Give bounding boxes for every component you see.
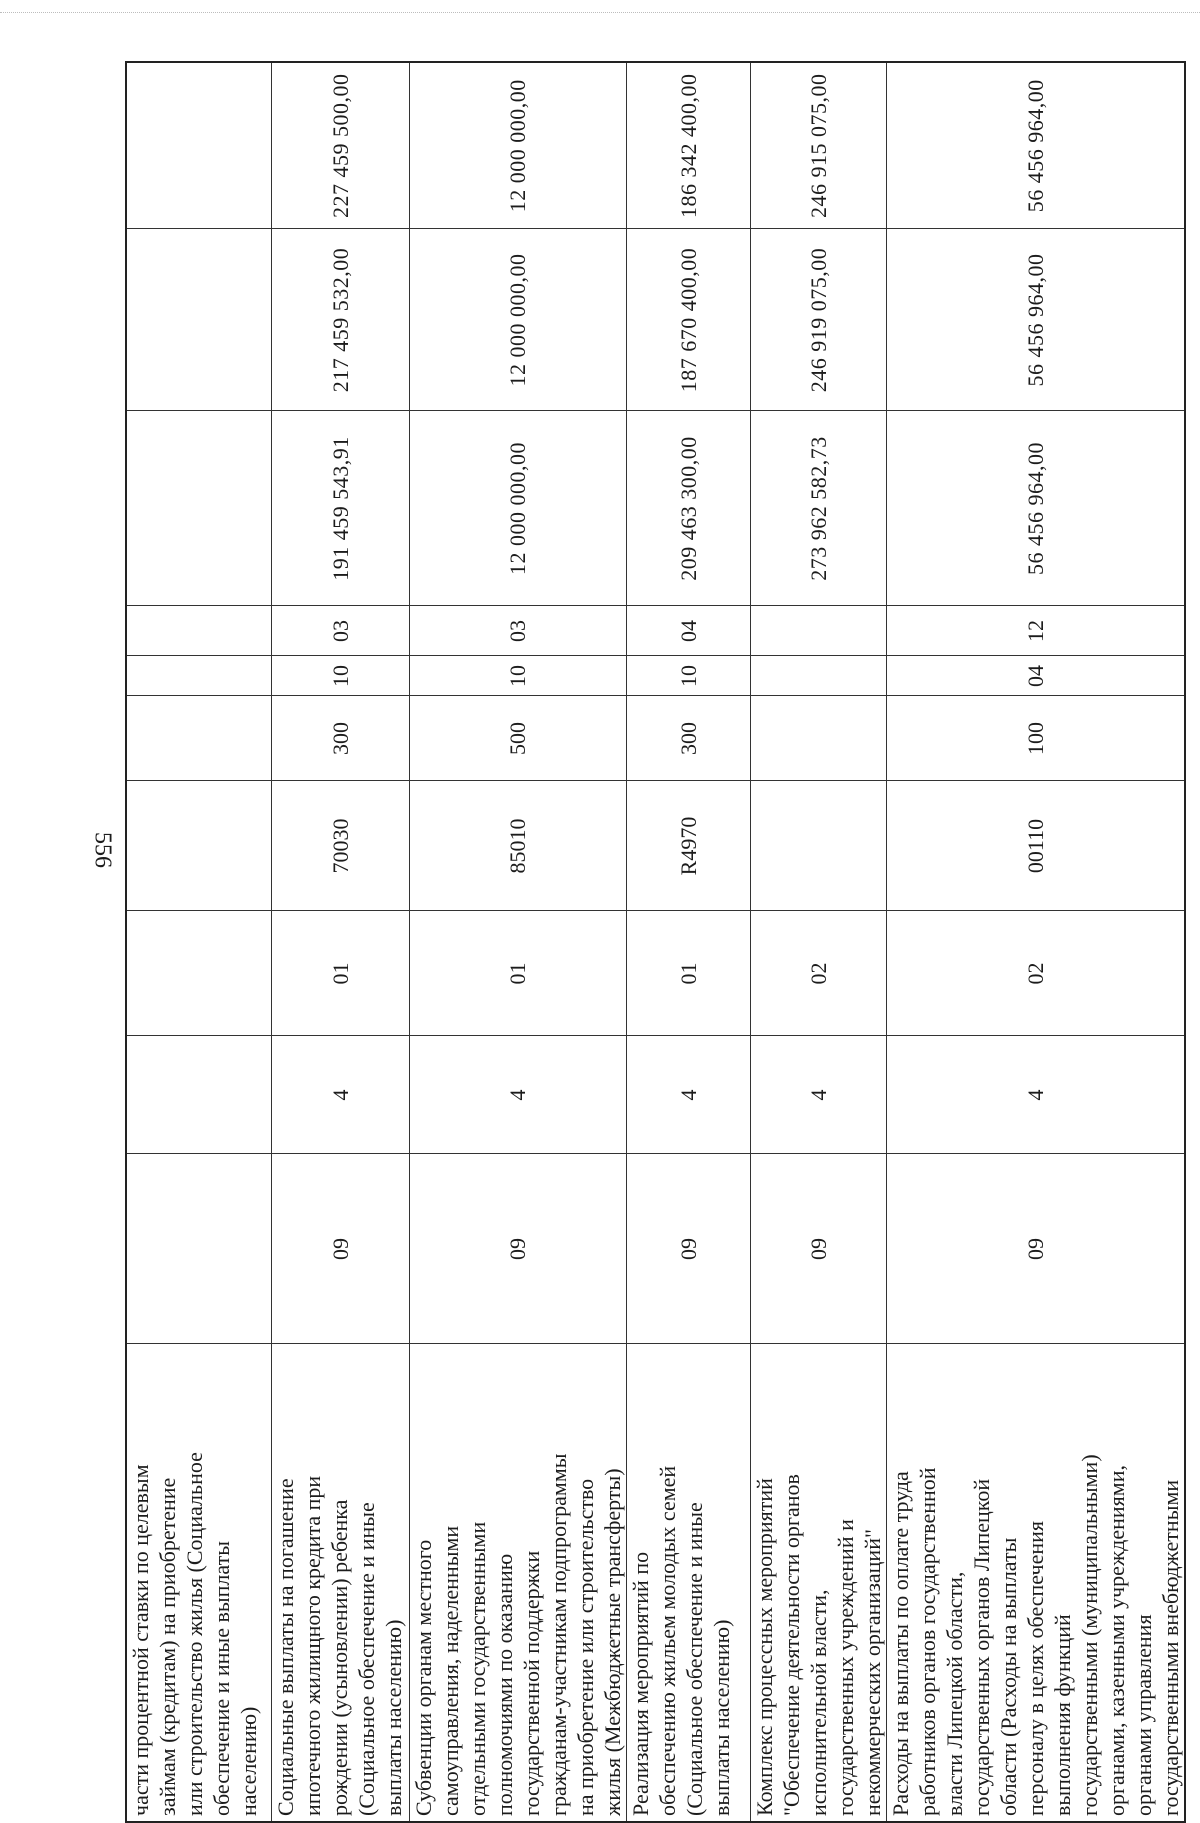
budget-table: [125, 61, 1186, 1823]
subprogram-code-cell: [126, 911, 271, 1036]
amount-year-3-cell: 227 459 500,00: [271, 62, 409, 229]
amount-year-3-cell: 246 915 075,00: [750, 62, 886, 229]
direction-code-cell: 00110: [886, 781, 1185, 911]
expense-name-line: "Обеспечение деятельности органов: [778, 1474, 804, 1816]
expense-name-line: или строительство жилья (Социальное: [182, 1452, 207, 1816]
amount-year-1-cell: 12 000 000,00: [409, 411, 626, 606]
subsection-code-cell: [750, 606, 886, 656]
expense-name-line: области (Расходы на выплаты: [995, 1537, 1021, 1816]
expense-name-cell: [271, 1344, 409, 1822]
amount-year-1-cell: 56 456 964,00: [886, 411, 1185, 606]
amount-year-1-cell: [126, 411, 271, 606]
expense-name-line: государственными (муниципальными): [1076, 1454, 1102, 1816]
expense-name-line: населению): [236, 1706, 261, 1816]
expense-name-line: рождении (усыновлении) ребенка: [326, 1499, 352, 1816]
expense-name-line: государственными внебюджетными: [1157, 1479, 1183, 1816]
program-code-cell: 4: [271, 1036, 409, 1154]
expense-name-line: Реализация мероприятий по: [627, 1551, 653, 1816]
expense-name-line: на приобретение или строительство: [572, 1478, 598, 1816]
program-code-cell: [126, 1036, 271, 1154]
amount-year-3-cell: 186 342 400,00: [626, 62, 750, 229]
expense-name-line: государственных органов Липецкой: [968, 1478, 994, 1816]
subprogram-code-cell: 01: [626, 911, 750, 1036]
table-row: [626, 62, 750, 1822]
subprogram-code-cell: 01: [409, 911, 626, 1036]
subsection-code-cell: [126, 606, 271, 656]
amount-year-2-cell: 56 456 964,00: [886, 229, 1185, 411]
program-code-cell: 4: [886, 1036, 1185, 1154]
subsection-code-cell: 03: [271, 606, 409, 656]
expense-name-line: самоуправления, наделенными: [437, 1525, 463, 1816]
section-code-cell: 04: [886, 656, 1185, 696]
expense-name-line: органами управления: [1130, 1614, 1156, 1816]
amount-year-1-cell: 191 459 543,91: [271, 411, 409, 606]
subprogram-code-cell: 02: [886, 911, 1185, 1036]
expense-name-line: государственной поддержки: [518, 1550, 544, 1816]
direction-code-cell: R4970: [626, 781, 750, 911]
table-row: [750, 62, 886, 1822]
table-row: [886, 62, 1185, 1822]
amount-year-2-cell: 246 919 075,00: [750, 229, 886, 411]
expense-name-line: займам (кредитам) на приобретение: [155, 1477, 180, 1816]
program-code-cell: 4: [750, 1036, 886, 1154]
section-code-cell: 10: [626, 656, 750, 696]
section-code-cell: [750, 656, 886, 696]
amount-year-2-cell: 187 670 400,00: [626, 229, 750, 411]
expense-name-cell: [126, 1344, 271, 1822]
expense-type-code-cell: 100: [886, 696, 1185, 781]
page-number: 556: [89, 832, 116, 868]
admin-code-cell: [126, 1154, 271, 1344]
admin-code-cell: 09: [750, 1154, 886, 1344]
section-code-cell: 10: [271, 656, 409, 696]
subsection-code-cell: 03: [409, 606, 626, 656]
expense-name-line: Социальные выплаты на погашение: [272, 1478, 298, 1816]
expense-name-cell: [626, 1344, 750, 1822]
expense-name-cell: [409, 1344, 626, 1822]
amount-year-2-cell: 217 459 532,00: [271, 229, 409, 411]
expense-type-code-cell: 300: [626, 696, 750, 781]
amount-year-1-cell: 273 962 582,73: [750, 411, 886, 606]
expense-name-line: обеспечение и иные выплаты: [209, 1541, 234, 1816]
expense-name-line: исполнительной власти,: [805, 1589, 831, 1816]
table-row: [271, 62, 409, 1822]
section-code-cell: 10: [409, 656, 626, 696]
expense-name-cell: [750, 1344, 886, 1822]
expense-name-line: выплаты населению): [708, 1619, 734, 1816]
expense-name-line: некоммерческих организаций": [859, 1529, 885, 1816]
expense-type-code-cell: [126, 696, 271, 781]
amount-year-1-cell: 209 463 300,00: [626, 411, 750, 606]
direction-code-cell: [750, 781, 886, 911]
table-row: [409, 62, 626, 1822]
program-code-cell: 4: [626, 1036, 750, 1154]
amount-year-3-cell: [126, 62, 271, 229]
admin-code-cell: 09: [886, 1154, 1185, 1344]
admin-code-cell: 09: [271, 1154, 409, 1344]
admin-code-cell: 09: [409, 1154, 626, 1344]
expense-type-code-cell: [750, 696, 886, 781]
program-code-cell: 4: [409, 1036, 626, 1154]
expense-name-line: Комплекс процессных мероприятий: [751, 1478, 777, 1816]
expense-name-line: (Социальное обеспечение и иные: [681, 1502, 707, 1816]
expense-name-line: работников органов государственной: [914, 1467, 940, 1816]
expense-name-line: гражданам-участникам подпрограммы: [545, 1453, 571, 1816]
amount-year-3-cell: 56 456 964,00: [886, 62, 1185, 229]
expense-name-line: государственных учреждений и: [832, 1519, 858, 1816]
expense-name-line: Расходы на выплаты по оплате труда: [887, 1471, 913, 1816]
expense-name-line: части процентной ставки по целевым: [128, 1464, 153, 1816]
subprogram-code-cell: 01: [271, 911, 409, 1036]
expense-name-line: органами, казенными учреждениями,: [1103, 1465, 1129, 1816]
expense-name-line: жилья (Межбюджетные трансферты): [599, 1468, 625, 1816]
subsection-code-cell: 12: [886, 606, 1185, 656]
direction-code-cell: 70030: [271, 781, 409, 911]
table-row: [126, 62, 271, 1822]
expense-name-line: полномочиями по оказанию: [491, 1553, 517, 1816]
amount-year-2-cell: [126, 229, 271, 411]
amount-year-3-cell: 12 000 000,00: [409, 62, 626, 229]
expense-name-line: ипотечного жилищного кредита при: [299, 1475, 325, 1816]
subsection-code-cell: 04: [626, 606, 750, 656]
expense-type-code-cell: 500: [409, 696, 626, 781]
expense-name-line: Субвенции органам местного: [410, 1539, 436, 1816]
direction-code-cell: [126, 781, 271, 911]
expense-name-line: персоналу в целях обеспечения: [1022, 1520, 1048, 1816]
admin-code-cell: 09: [626, 1154, 750, 1344]
page-top-border: [0, 12, 1200, 13]
expense-type-code-cell: 300: [271, 696, 409, 781]
expense-name-line: выплаты населению): [380, 1619, 406, 1816]
expense-name-line: отдельными государственными: [464, 1521, 490, 1816]
direction-code-cell: 85010: [409, 781, 626, 911]
subprogram-code-cell: 02: [750, 911, 886, 1036]
expense-name-cell: [886, 1344, 1185, 1822]
section-code-cell: [126, 656, 271, 696]
expense-name-line: обеспечению жильем молодых семей: [654, 1465, 680, 1816]
rotated-table-container: [125, 63, 1183, 1823]
expense-name-line: выполнения функций: [1049, 1614, 1075, 1816]
expense-name-line: власти Липецкой области,: [941, 1571, 967, 1816]
expense-name-line: (Социальное обеспечение и иные: [353, 1502, 379, 1816]
amount-year-2-cell: 12 000 000,00: [409, 229, 626, 411]
